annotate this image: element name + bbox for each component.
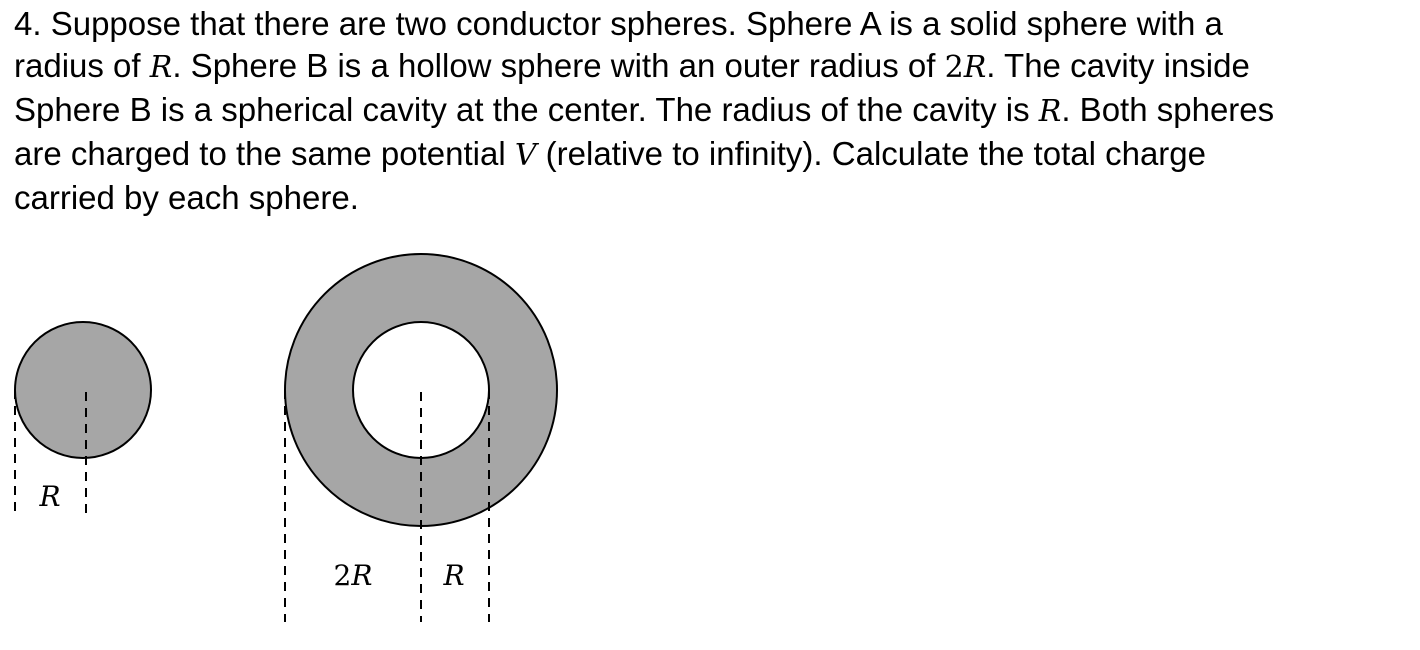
sphere-b-outer-radius-label: 2R: [333, 559, 373, 592]
sphere-a-radius-label: R: [39, 480, 61, 513]
math-coef-2: 2: [944, 50, 964, 85]
math-var-v: V: [514, 138, 537, 173]
problem-text-4a: are charged to the same potential: [14, 135, 515, 172]
problem-text-2c: . The cavity inside: [986, 47, 1250, 84]
problem-text-2a: radius of: [14, 47, 150, 84]
problem-number: 4.: [14, 5, 42, 42]
sphere-a: [15, 322, 151, 458]
problem-text-4b: (relative to infinity). Calculate the total charge: [536, 135, 1206, 172]
math-var-r: R: [149, 50, 173, 85]
problem-text-3b: . Both spheres: [1061, 91, 1275, 128]
sphere-b-cavity-radius-label: R: [443, 559, 465, 592]
problem-text-5: carried by each sphere.: [14, 179, 359, 216]
math-var-r: R: [963, 50, 987, 85]
problem-text-1: Suppose that there are two conductor spheres. Sphere A is a solid sphere with a: [50, 5, 1223, 42]
problem-text-2b: . Sphere B is a hollow sphere with an outer radius of: [172, 47, 945, 84]
math-var-r: R: [1038, 94, 1062, 129]
sphere-b-cavity: [353, 322, 489, 458]
problem-text-3a: Sphere B is a spherical cavity at the center. The radius of the cavity is: [14, 91, 1039, 128]
